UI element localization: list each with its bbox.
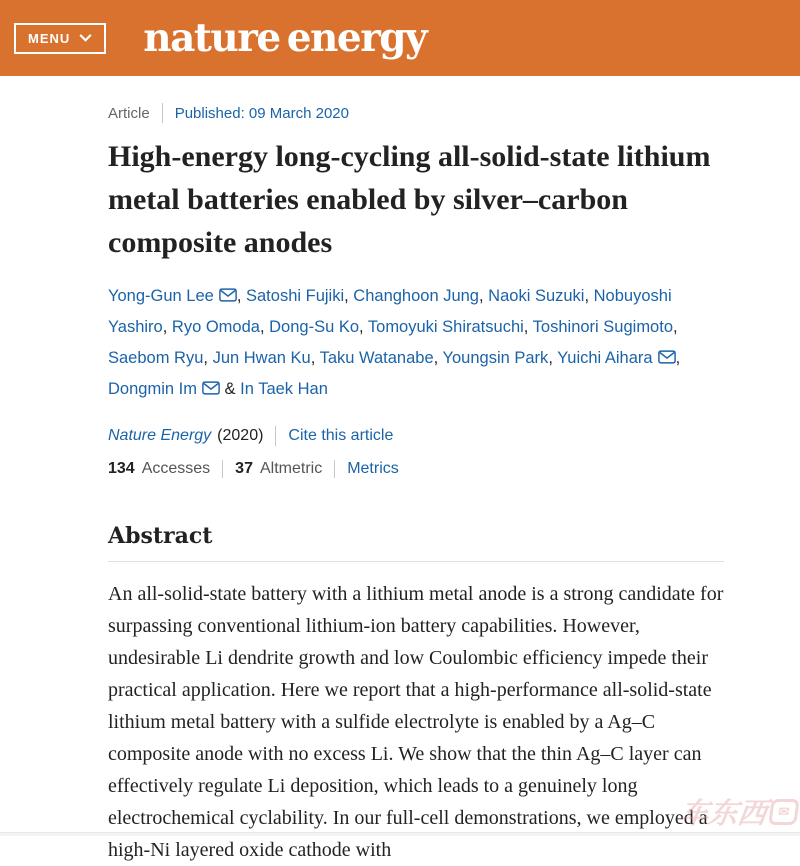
published-date: Published: 09 March 2020 [174,104,349,122]
author-separator: , [162,317,172,336]
metrics-row [108,460,724,478]
abstract-text: An all-solid-state battery with a lithium metal anode is a strong candidate for surpassing conventional lithium-ion battery capabilities. However, undesirable Li dendrite growth and low Coulombic efficiency impede their practical application. Here we report that a high-performance all-solid-state lithium metal battery with a sulfide electrolyte is enabled by a Ag–C composite anode with no excess Li. We show that the thin Ag–C layer can effectively regulate Li deposition, which leads to a genuinely long electrochemical cyclability. In our full-cell demonstrations, we employed a high-Ni layered oxide cathode with [108,582,724,861]
citation-row [108,426,724,446]
author-link[interactable]: Naoki Suzuki [488,286,585,305]
cite-this-article-link[interactable]: Cite this article [288,426,394,444]
journal-logo[interactable]: nature energy [143,14,427,61]
author-link[interactable]: Jun Hwan Ku [212,348,311,367]
author-link[interactable]: Toshinori Sugimoto [532,317,673,336]
abstract-heading: Abstract [108,522,213,549]
article-page [0,103,800,866]
author-separator: , [584,286,594,305]
author-link[interactable]: Satoshi Fujiki [246,286,345,305]
author-separator: , [203,348,213,367]
author-separator: , [344,286,354,305]
author-list [108,281,724,405]
author-separator: , [359,317,368,336]
email-icon[interactable] [202,381,220,395]
author-separator: , [548,348,558,367]
author-separator: , [310,348,320,367]
author-link[interactable]: Taku Watanabe [319,348,434,367]
author-separator: , [523,317,533,336]
author-separator: , [236,286,246,305]
watermark-text: 车东西 [677,798,769,830]
author-link[interactable]: Youngsin Park [442,348,549,367]
accesses-label: Accesses [141,459,211,477]
author-link[interactable]: Saebom Ryu [108,348,204,367]
divider [334,460,335,478]
author-link[interactable]: Tomoyuki Shiratsuchi [367,317,524,336]
divider [222,460,223,478]
chevron-down-icon [79,34,92,42]
article-meta-row [108,103,724,123]
abstract-section [108,523,724,866]
divider [275,426,276,446]
author-separator: & [219,379,241,398]
email-icon[interactable] [219,288,237,302]
article-type-label: Article [108,104,150,122]
author-link[interactable]: Dong-Su Ko [269,317,360,336]
site-header [0,0,800,76]
page-bottom-strip [0,832,800,836]
author-link[interactable]: Changhoon Jung [353,286,479,305]
author-separator: , [479,286,489,305]
author-separator: , [673,317,678,336]
author-link[interactable]: Ryo Omoda [171,317,260,336]
author-link[interactable]: Yong-Gun Lee [108,286,214,305]
altmetric-label: Altmetric [259,459,323,477]
author-separator: , [433,348,443,367]
journal-link[interactable]: Nature Energy [108,426,212,444]
citation-year: (2020) [217,426,264,444]
email-icon[interactable] [658,350,676,364]
page-title: High-energy long-cycling all-solid-state lithium metal batteries enabled by silver–carbon composite anodes [108,140,711,259]
altmetric-count: 37 [235,459,253,477]
divider [162,103,163,123]
author-link[interactable]: Nobuyoshi Yashiro [108,286,672,336]
author-link[interactable]: Dongmin Im [108,379,197,398]
author-separator: , [259,317,270,336]
abstract-divider [108,561,724,562]
metrics-link[interactable]: Metrics [347,459,399,477]
menu-button-label: MENU [28,30,71,46]
author-link[interactable]: In Taek Han [240,379,328,398]
watermark-envelope-icon: ✉ [768,799,800,825]
menu-button[interactable] [14,23,106,54]
author-link[interactable]: Yuichi Aihara [557,348,653,367]
accesses-count: 134 [108,459,135,477]
author-separator: , [675,348,681,367]
